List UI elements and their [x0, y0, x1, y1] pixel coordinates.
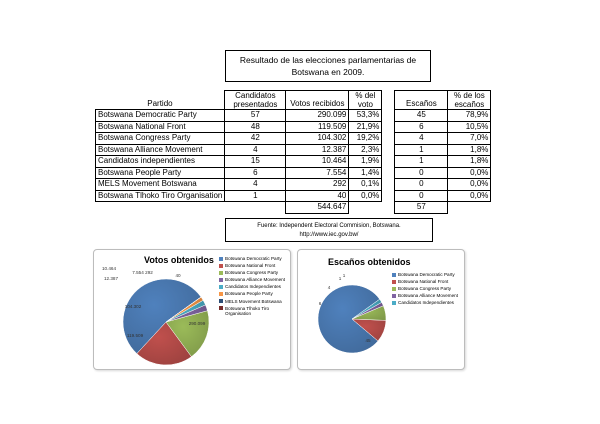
vote-pct-cell: 0,1% — [349, 179, 382, 191]
results-table — [95, 90, 491, 214]
votes-pie-value-label: 10.464 — [101, 266, 117, 271]
header-vote-pct: % del voto — [349, 91, 382, 110]
header-seats: Escaños — [395, 91, 448, 110]
table-row — [96, 179, 491, 191]
source-note — [225, 218, 433, 242]
gap-cell — [382, 133, 395, 145]
seats-legend-swatch — [392, 273, 396, 277]
party-cell: Botswana Alliance Movement — [96, 144, 225, 156]
votes-legend-label: Botswana Democratic Party — [225, 256, 282, 261]
votes-legend-label: Candidatos Independientes — [225, 284, 281, 290]
totals-blank — [349, 202, 382, 214]
votes-legend-swatch — [219, 278, 223, 282]
table-row — [96, 133, 491, 145]
votes-legend-label: Botswana Congress Party — [225, 270, 279, 276]
votes-pie-value-label: 7.554 — [132, 270, 144, 275]
gap-cell — [382, 144, 395, 156]
seats-legend-item — [392, 300, 464, 306]
seats-pie-value-label: 1 — [338, 276, 342, 281]
vote-pct-cell: 53,3% — [349, 110, 382, 122]
votes-cell: 12.387 — [286, 144, 349, 156]
vote-pct-cell: 19,2% — [349, 133, 382, 145]
seats-cell: 6 — [395, 121, 448, 133]
votes-legend-item — [219, 277, 289, 283]
seat-pct-cell: 1,8% — [448, 144, 491, 156]
votes-legend-swatch — [219, 292, 223, 296]
gap-cell — [382, 167, 395, 179]
votes-cell: 119.509 — [286, 121, 349, 133]
votes-chart — [93, 249, 291, 370]
totals-blank — [448, 202, 491, 214]
seats-legend-item — [392, 279, 464, 285]
seats-cell: 4 — [395, 133, 448, 145]
party-cell: MELS Movement Botswana — [96, 179, 225, 191]
votes-pie-value-label: 119.509 — [126, 333, 144, 338]
seats-legend-item — [392, 286, 464, 292]
votes-legend-swatch — [219, 306, 223, 310]
party-cell: Botswana Tlhoko Tiro Organisation — [96, 190, 225, 202]
votes-pie-value-label: 40 — [175, 273, 181, 278]
votes-legend-item — [219, 284, 289, 290]
party-cell: Botswana Congress Party — [96, 133, 225, 145]
votes-chart-title: Votos obtenidos — [144, 255, 214, 265]
seats-pie-value-label: 6 — [318, 301, 322, 306]
votes-legend-item — [219, 306, 289, 317]
seats-pie-value-label: 45 — [365, 338, 371, 343]
votes-legend-swatch — [219, 264, 223, 268]
table-row — [96, 167, 491, 179]
seats-cell: 0 — [395, 179, 448, 191]
vote-pct-cell: 0,0% — [349, 190, 382, 202]
source-line-1: Fuente: Independent Electoral Commision, Botswana. — [257, 223, 401, 229]
votes-cell: 104.302 — [286, 133, 349, 145]
table-header-row — [96, 91, 491, 110]
report-title-text: Resultado de las elecciones parlamentarias de Botswana en 2009. — [239, 55, 417, 77]
seats-legend-swatch — [392, 301, 396, 305]
seats-pie — [298, 250, 466, 371]
votes-legend-label: MELS Movement Botswana — [225, 298, 282, 304]
candidates-cell: 57 — [225, 110, 286, 122]
gap-cell — [382, 190, 395, 202]
seats-legend-item — [392, 272, 464, 278]
header-party: Partido — [147, 99, 173, 108]
party-cell: Botswana National Front — [96, 121, 225, 133]
party-cell: Candidatos independientes — [96, 156, 225, 168]
totals-row — [96, 202, 491, 214]
votes-cell: 10.464 — [286, 156, 349, 168]
total-votes-cell: 544.647 — [286, 202, 349, 214]
totals-blank — [225, 202, 286, 214]
party-cell: Botswana People Party — [96, 167, 225, 179]
seats-chart — [297, 249, 465, 370]
total-seats-cell: 57 — [395, 202, 448, 214]
seat-pct-cell: 0,0% — [448, 190, 491, 202]
vote-pct-cell: 1,9% — [349, 156, 382, 168]
candidates-cell: 6 — [225, 167, 286, 179]
table-row — [96, 144, 491, 156]
vote-pct-cell: 1,4% — [349, 167, 382, 179]
table-row — [96, 110, 491, 122]
candidates-cell: 48 — [225, 121, 286, 133]
seats-legend-swatch — [392, 280, 396, 284]
table-row — [96, 156, 491, 168]
seats-legend-label: Candidatos Independientes — [398, 300, 454, 306]
party-cell: Botswana Democratic Party — [96, 110, 225, 122]
seat-pct-cell: 7,0% — [448, 133, 491, 145]
seats-cell: 45 — [395, 110, 448, 122]
votes-cell: 7.554 — [286, 167, 349, 179]
candidates-cell: 1 — [225, 190, 286, 202]
gap-cell — [382, 179, 395, 191]
votes-legend-label: Botswana Tlhoko Tiro Organisation — [225, 305, 270, 317]
table-row — [96, 121, 491, 133]
header-seat-pct: % de los escaños — [448, 91, 491, 110]
seats-cell: 1 — [395, 156, 448, 168]
seat-pct-cell: 0,0% — [448, 167, 491, 179]
votes-legend-item — [219, 270, 289, 276]
seats-legend-item — [392, 293, 464, 299]
seats-legend-label: Botswana Congress Party — [398, 286, 452, 292]
votes-pie-value-label: 290.099 — [188, 321, 206, 326]
header-candidates: Candidatos presentados — [225, 91, 286, 110]
votes-legend-swatch — [219, 257, 223, 261]
seats-pie-value-label: 4 — [327, 285, 331, 290]
votes-cell: 292 — [286, 179, 349, 191]
report-title — [225, 50, 431, 82]
votes-legend-item — [219, 299, 289, 305]
seats-legend-swatch — [392, 294, 396, 298]
vote-pct-cell: 21,9% — [349, 121, 382, 133]
votes-legend-swatch — [219, 271, 223, 275]
votes-legend-item — [219, 291, 289, 297]
votes-legend-swatch — [219, 299, 223, 303]
votes-pie-value-label: 292 — [145, 270, 153, 275]
seat-pct-cell: 78,9% — [448, 110, 491, 122]
seats-cell: 0 — [395, 190, 448, 202]
seat-pct-cell: 10,5% — [448, 121, 491, 133]
gap-cell — [382, 110, 395, 122]
votes-pie-value-label: 12.387 — [103, 276, 119, 281]
gap-cell — [382, 121, 395, 133]
seats-legend-label: Botswana Alliance Movement — [398, 293, 459, 299]
seats-cell: 0 — [395, 167, 448, 179]
seats-chart-title: Escaños obtenidos — [328, 257, 411, 267]
votes-legend — [219, 256, 289, 318]
seats-cell: 1 — [395, 144, 448, 156]
votes-legend-label: Botswana National Front — [225, 263, 276, 269]
votes-legend-item — [219, 256, 289, 262]
source-line-2: http://www.iec.gov.bw/ — [299, 232, 359, 238]
gap-cell — [382, 156, 395, 168]
votes-legend-label: Botswana Alliance Movement — [225, 277, 286, 283]
vote-pct-cell: 2,3% — [349, 144, 382, 156]
seats-legend — [392, 272, 464, 307]
candidates-cell: 42 — [225, 133, 286, 145]
candidates-cell: 15 — [225, 156, 286, 168]
votes-legend-item — [219, 263, 289, 269]
votes-cell: 290.099 — [286, 110, 349, 122]
candidates-cell: 4 — [225, 179, 286, 191]
seat-pct-cell: 0,0% — [448, 179, 491, 191]
table-row — [96, 190, 491, 202]
header-votes: Votos recibidos — [286, 91, 349, 110]
seats-legend-label: Botswana Democratic Party — [398, 272, 455, 277]
votes-legend-swatch — [219, 285, 223, 289]
votes-cell: 40 — [286, 190, 349, 202]
seats-legend-label: Botswana National Front — [398, 279, 449, 285]
seats-legend-swatch — [392, 287, 396, 291]
votes-pie-value-label: 104.302 — [124, 304, 142, 309]
gap-cell — [382, 202, 395, 214]
totals-blank — [96, 202, 225, 214]
seats-pie-value-label: 1 — [342, 273, 346, 278]
votes-legend-label: Botswana People Party — [225, 291, 273, 297]
seat-pct-cell: 1,8% — [448, 156, 491, 168]
candidates-cell: 4 — [225, 144, 286, 156]
